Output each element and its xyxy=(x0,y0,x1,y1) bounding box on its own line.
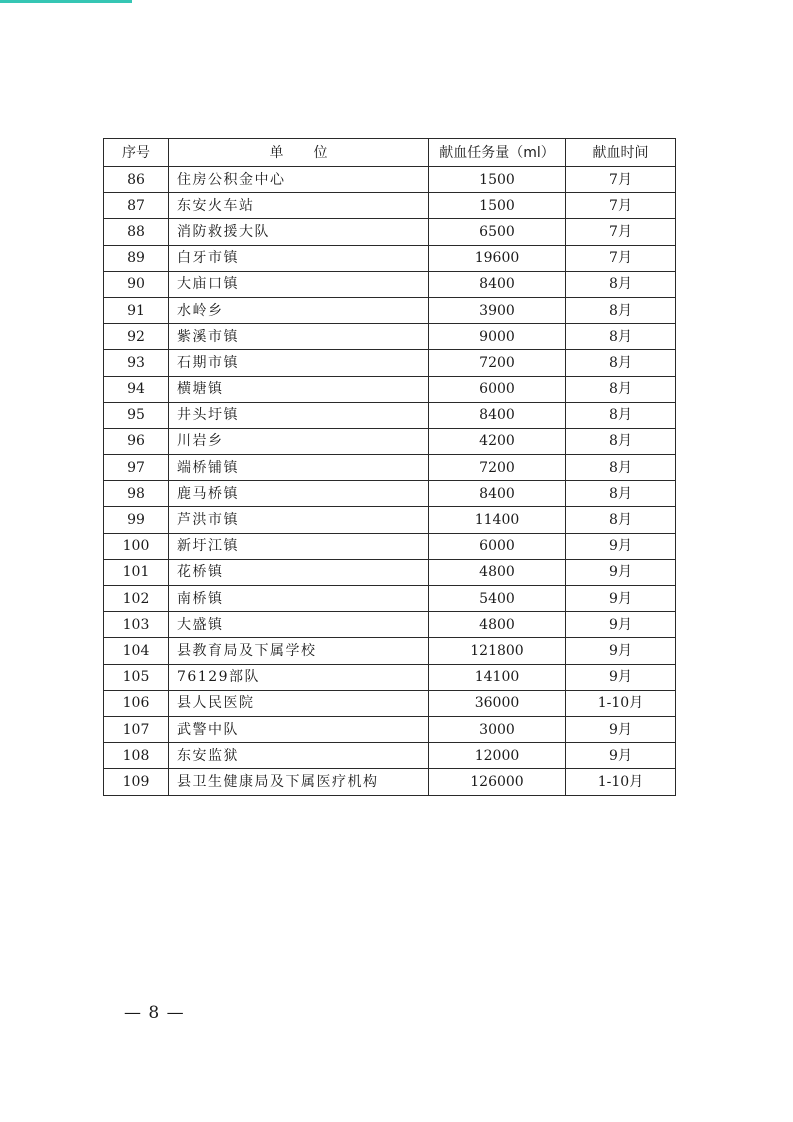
row-time: 9月 xyxy=(566,612,676,638)
table-row xyxy=(104,769,676,795)
row-index: 92 xyxy=(104,324,169,350)
table-row xyxy=(104,638,676,664)
row-time: 1-10月 xyxy=(566,769,676,795)
blood-donation-task-table xyxy=(103,138,676,796)
row-amount: 4200 xyxy=(429,428,566,454)
row-unit: 石期市镇 xyxy=(169,350,429,376)
row-unit: 水岭乡 xyxy=(169,297,429,323)
row-index: 91 xyxy=(104,297,169,323)
row-amount: 121800 xyxy=(429,638,566,664)
table-row xyxy=(104,507,676,533)
row-index: 87 xyxy=(104,193,169,219)
row-index: 94 xyxy=(104,376,169,402)
row-unit: 新圩江镇 xyxy=(169,533,429,559)
row-index: 93 xyxy=(104,350,169,376)
table-row xyxy=(104,716,676,742)
table-row xyxy=(104,271,676,297)
row-amount: 36000 xyxy=(429,690,566,716)
row-time: 8月 xyxy=(566,376,676,402)
table-row xyxy=(104,690,676,716)
row-amount: 8400 xyxy=(429,481,566,507)
row-amount: 126000 xyxy=(429,769,566,795)
row-unit: 花桥镇 xyxy=(169,559,429,585)
table-row xyxy=(104,743,676,769)
row-index: 99 xyxy=(104,507,169,533)
row-time: 1-10月 xyxy=(566,690,676,716)
row-time: 9月 xyxy=(566,664,676,690)
row-unit: 大盛镇 xyxy=(169,612,429,638)
page-number: — 8 — xyxy=(124,1003,185,1023)
row-time: 9月 xyxy=(566,533,676,559)
row-index: 109 xyxy=(104,769,169,795)
row-time: 8月 xyxy=(566,481,676,507)
row-index: 104 xyxy=(104,638,169,664)
row-index: 103 xyxy=(104,612,169,638)
row-amount: 8400 xyxy=(429,402,566,428)
table-row xyxy=(104,297,676,323)
table-row xyxy=(104,219,676,245)
row-index: 89 xyxy=(104,245,169,271)
table-row xyxy=(104,245,676,271)
row-time: 7月 xyxy=(566,167,676,193)
table-row xyxy=(104,193,676,219)
row-time: 8月 xyxy=(566,297,676,323)
row-amount: 9000 xyxy=(429,324,566,350)
row-amount: 14100 xyxy=(429,664,566,690)
row-unit: 井头圩镇 xyxy=(169,402,429,428)
row-unit: 端桥铺镇 xyxy=(169,455,429,481)
row-unit: 白牙市镇 xyxy=(169,245,429,271)
row-index: 96 xyxy=(104,428,169,454)
row-unit: 76129部队 xyxy=(169,664,429,690)
table-body xyxy=(104,167,676,796)
row-amount: 5400 xyxy=(429,586,566,612)
table-row xyxy=(104,324,676,350)
table-row xyxy=(104,559,676,585)
table-row xyxy=(104,481,676,507)
row-amount: 6500 xyxy=(429,219,566,245)
row-amount: 1500 xyxy=(429,167,566,193)
row-time: 8月 xyxy=(566,428,676,454)
row-unit: 紫溪市镇 xyxy=(169,324,429,350)
row-index: 95 xyxy=(104,402,169,428)
table-row xyxy=(104,586,676,612)
row-unit: 横塘镇 xyxy=(169,376,429,402)
row-index: 106 xyxy=(104,690,169,716)
row-index: 107 xyxy=(104,716,169,742)
row-time: 8月 xyxy=(566,350,676,376)
row-amount: 7200 xyxy=(429,455,566,481)
header-time: 献血时间 xyxy=(566,139,676,167)
table-row xyxy=(104,455,676,481)
header-amount: 献血任务量（ml） xyxy=(429,139,566,167)
table-header-row xyxy=(104,139,676,167)
row-amount: 19600 xyxy=(429,245,566,271)
row-amount: 1500 xyxy=(429,193,566,219)
row-time: 9月 xyxy=(566,559,676,585)
table-header xyxy=(104,139,676,167)
row-index: 90 xyxy=(104,271,169,297)
table-row xyxy=(104,167,676,193)
top-edge-mark xyxy=(0,0,132,3)
row-unit: 东安火车站 xyxy=(169,193,429,219)
row-time: 8月 xyxy=(566,455,676,481)
row-time: 8月 xyxy=(566,402,676,428)
row-unit: 大庙口镇 xyxy=(169,271,429,297)
row-amount: 4800 xyxy=(429,559,566,585)
row-time: 7月 xyxy=(566,219,676,245)
row-index: 86 xyxy=(104,167,169,193)
row-time: 8月 xyxy=(566,507,676,533)
row-time: 8月 xyxy=(566,271,676,297)
row-index: 98 xyxy=(104,481,169,507)
row-unit: 消防救援大队 xyxy=(169,219,429,245)
row-time: 7月 xyxy=(566,193,676,219)
table-row xyxy=(104,612,676,638)
row-unit: 芦洪市镇 xyxy=(169,507,429,533)
table-row xyxy=(104,533,676,559)
row-time: 8月 xyxy=(566,324,676,350)
row-amount: 12000 xyxy=(429,743,566,769)
row-time: 7月 xyxy=(566,245,676,271)
row-amount: 6000 xyxy=(429,376,566,402)
row-amount: 3900 xyxy=(429,297,566,323)
header-index: 序号 xyxy=(104,139,169,167)
row-index: 101 xyxy=(104,559,169,585)
row-index: 97 xyxy=(104,455,169,481)
row-amount: 11400 xyxy=(429,507,566,533)
row-index: 108 xyxy=(104,743,169,769)
row-unit: 县卫生健康局及下属医疗机构 xyxy=(169,769,429,795)
table-row xyxy=(104,664,676,690)
row-unit: 县教育局及下属学校 xyxy=(169,638,429,664)
row-time: 9月 xyxy=(566,716,676,742)
row-time: 9月 xyxy=(566,638,676,664)
row-index: 105 xyxy=(104,664,169,690)
row-amount: 8400 xyxy=(429,271,566,297)
row-unit: 武警中队 xyxy=(169,716,429,742)
header-unit: 单位 xyxy=(169,139,429,167)
row-unit: 县人民医院 xyxy=(169,690,429,716)
row-unit: 南桥镇 xyxy=(169,586,429,612)
table-row xyxy=(104,376,676,402)
table-row xyxy=(104,350,676,376)
row-amount: 7200 xyxy=(429,350,566,376)
row-amount: 3000 xyxy=(429,716,566,742)
row-unit: 川岩乡 xyxy=(169,428,429,454)
row-index: 88 xyxy=(104,219,169,245)
table-row xyxy=(104,402,676,428)
row-unit: 东安监狱 xyxy=(169,743,429,769)
row-time: 9月 xyxy=(566,586,676,612)
row-time: 9月 xyxy=(566,743,676,769)
row-amount: 4800 xyxy=(429,612,566,638)
row-unit: 住房公积金中心 xyxy=(169,167,429,193)
row-index: 100 xyxy=(104,533,169,559)
row-unit: 鹿马桥镇 xyxy=(169,481,429,507)
row-amount: 6000 xyxy=(429,533,566,559)
row-index: 102 xyxy=(104,586,169,612)
table-row xyxy=(104,428,676,454)
